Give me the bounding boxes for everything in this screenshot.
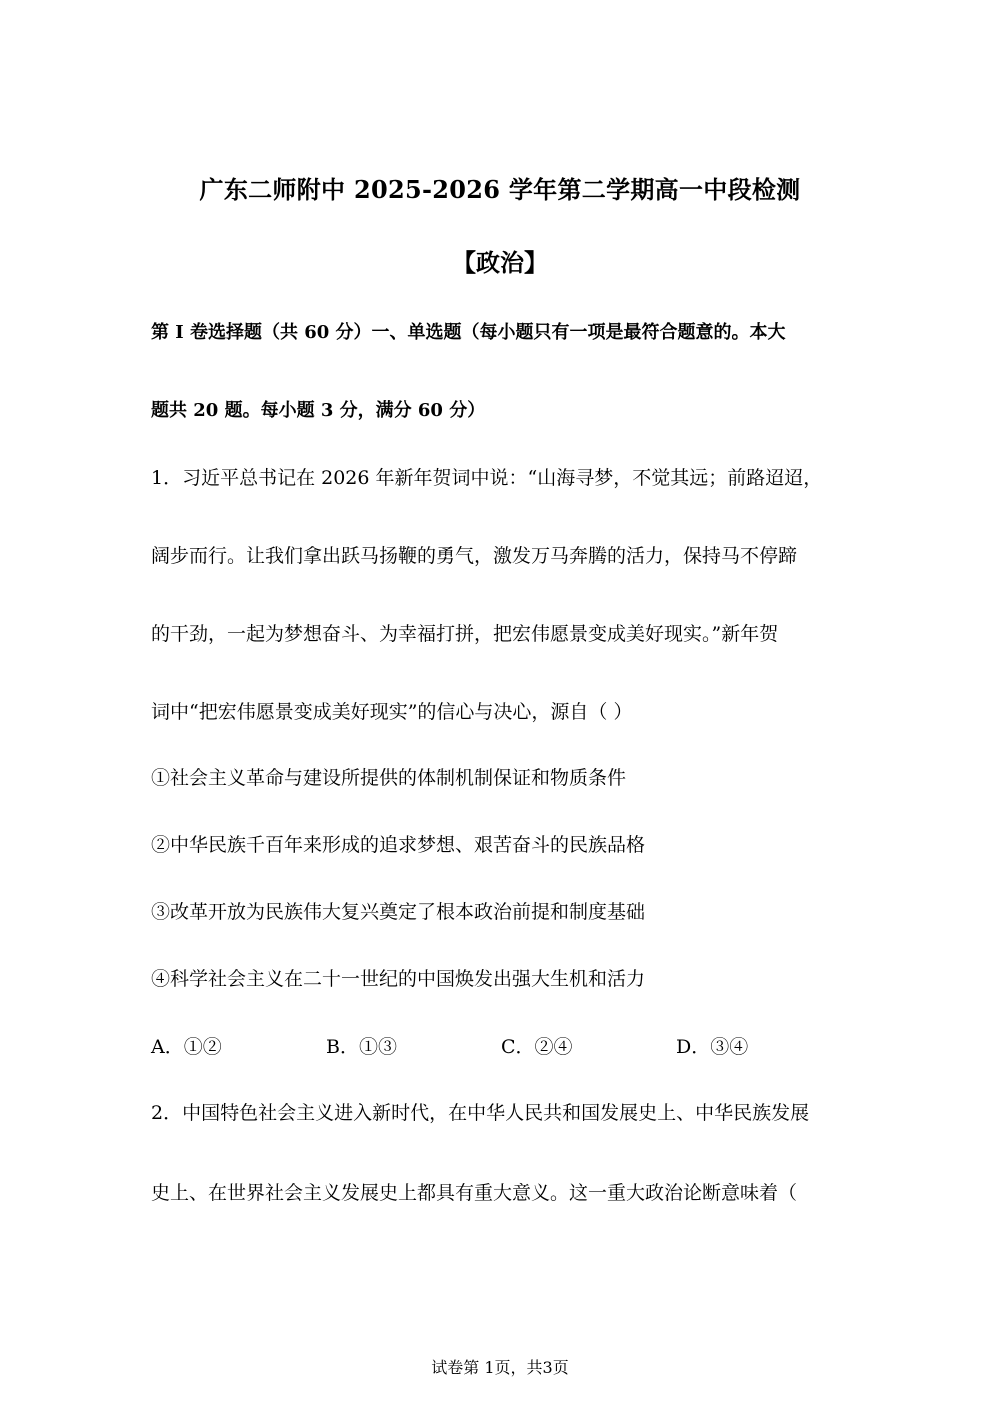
section-header-line-1: 第 I 卷选择题（共 60 分）一、单选题（每小题只有一项是最符合题意的。本大 <box>151 322 786 343</box>
page-footer: 试卷第 1页，共3页 <box>431 1358 569 1377</box>
question-1-stem-line: 阔步而行。让我们拿出跃马扬鞭的勇气，激发万马奔腾的活力，保持马不停蹄 <box>151 545 798 567</box>
question-1-statement: ④科学社会主义在二十一世纪的中国焕发出强大生机和活力 <box>151 968 646 990</box>
question-1-stem-line: 的干劲，一起为梦想奋斗、为幸福打拼，把宏伟愿景变成美好现实。”新年贺 <box>151 623 779 645</box>
section-header-line-2: 题共 20 题。每小题 3 分，满分 60 分） <box>151 400 486 421</box>
question-1-statement: ③改革开放为民族伟大复兴奠定了根本政治前提和制度基础 <box>151 901 646 923</box>
subject-heading: 【政治】 <box>452 248 548 277</box>
question-1-stem-line: 1．习近平总书记在 2026 年新年贺词中说：“山海寻梦，不觉其远；前路迢迢， <box>151 467 823 489</box>
option-b[interactable]: B．①③ <box>326 1036 397 1058</box>
option-a[interactable]: A．①② <box>151 1036 222 1058</box>
option-d[interactable]: D．③④ <box>676 1036 749 1058</box>
question-2-stem-line: 2．中国特色社会主义进入新时代，在中华人民共和国发展史上、中华民族发展 <box>151 1102 810 1124</box>
question-2-stem-line: 史上、在世界社会主义发展史上都具有重大意义。这一重大政治论断意味着（ <box>151 1182 798 1204</box>
exam-title: 广东二师附中 2025-2026 学年第二学期高一中段检测 <box>199 175 801 204</box>
question-1-options <box>151 1032 851 1059</box>
question-1-statement: ①社会主义革命与建设所提供的体制机制保证和物质条件 <box>151 767 627 789</box>
question-1-statement: ②中华民族千百年来形成的追求梦想、艰苦奋斗的民族品格 <box>151 834 646 856</box>
option-c[interactable]: C．②④ <box>501 1036 573 1058</box>
question-1-stem-line: 词中“把宏伟愿景变成美好现实”的信心与决心，源自（ ） <box>151 701 633 723</box>
